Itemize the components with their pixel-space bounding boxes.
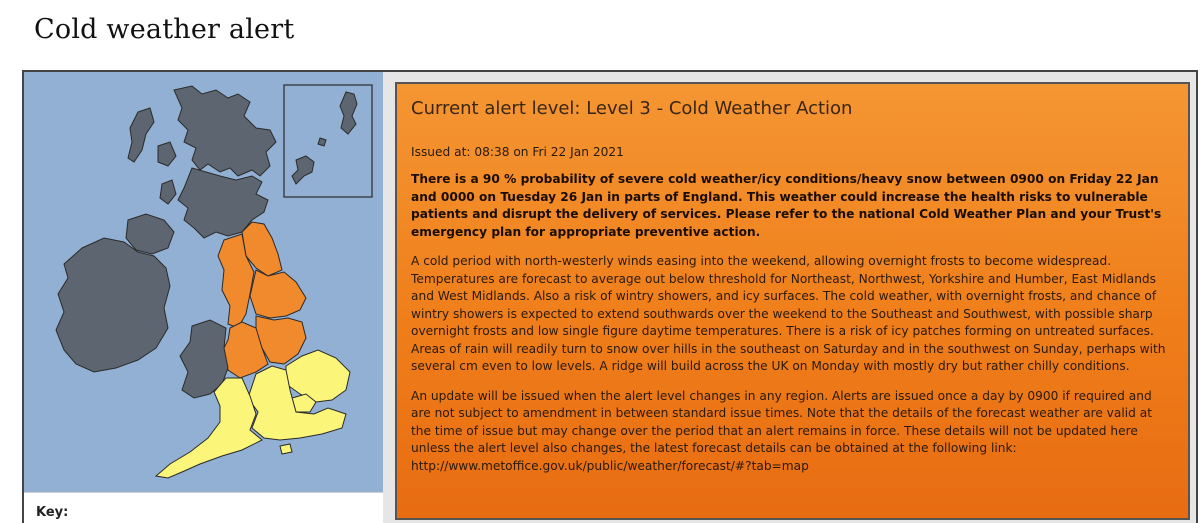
- region-western-isles: [128, 108, 154, 162]
- alert-panel: [22, 70, 1198, 523]
- region-east-of-england[interactable]: [286, 350, 350, 402]
- key-label: Key:: [36, 505, 69, 520]
- alert-summary: There is a 90 % probability of severe cold weather/icy conditions/heavy snow between 0900 on Friday 22 Jan and 0000 on Tuesday 26 Jan in parts of England. This weather could increase the health risks to vulnerable patients and disrupt the delivery of services. Please refer to the national Cold Weather Plan and your Trust's emergency plan for appropriate preventive action.: [411, 172, 1162, 239]
- uk-map-svg: [24, 72, 383, 492]
- uk-alert-map: [24, 72, 383, 492]
- update-note-text: An update will be issued when the alert level changes in any region. Alerts are issued once a day by 0900 if required and are not subject to amendment in between standard issue times. Note that the details of the forecast weather are valid at the time of issue but may change over the period that an alert remains in force. These details will not be updated here unless the alert level also changes, the latest forecast details can be obtained at the following link:: [411, 388, 1152, 455]
- forecast-link[interactable]: http://www.metoffice.gov.uk/public/weather/forecast/#?tab=map: [411, 458, 809, 473]
- region-orkney[interactable]: [292, 156, 314, 184]
- region-shetland[interactable]: [340, 92, 357, 134]
- region-hebrides-south: [160, 180, 176, 204]
- page-title: Cold weather alert: [34, 14, 295, 45]
- update-note: [411, 388, 1172, 476]
- region-yorkshire-humber[interactable]: [250, 270, 306, 318]
- map-key: [24, 492, 383, 523]
- alert-level-heading: Current alert level: Level 3 - Cold Weather Action: [411, 98, 853, 119]
- forecast-text: A cold period with north-westerly winds easing into the weekend, allowing overnight frosts to become widespread. Temperatures are forecast to average out below threshold for Northeast, Northwest, Yorkshire and Humber, East Midlands and West Midlands. Also a risk of wintry showers, and icy surfaces. The cold weather, with overnight frosts, and chance of wintry showers is expected to extend southwards over the weekend to the Southeast and Southwest, with possible sharp overnight frosts and low single figure daytime temperatures. There is a risk of icy patches forming on untreated surfaces. Areas of rain will readily turn to snow over hills in the southeast on Saturday and in the southwest on Sunday, perhaps with several cm even to low levels. A ridge will build across the UK on Monday with mostly dry but rather chilly conditions.: [411, 254, 1166, 373]
- region-fair-isle: [318, 138, 326, 146]
- alert-details-box: [395, 82, 1190, 520]
- region-scotland-north[interactable]: [174, 86, 276, 176]
- region-isle-of-wight: [280, 444, 292, 454]
- region-ireland: [56, 238, 170, 372]
- issued-timestamp: Issued at: 08:38 on Fri 22 Jan 2021: [411, 145, 624, 159]
- region-skye: [158, 142, 176, 166]
